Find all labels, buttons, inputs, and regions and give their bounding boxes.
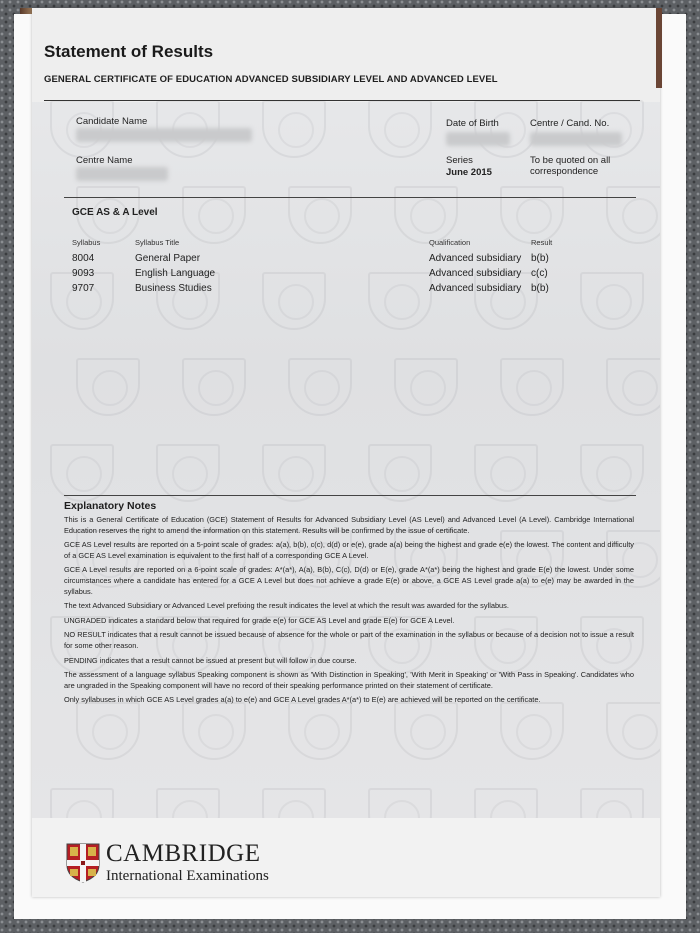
centre-cand-redacted: [530, 132, 622, 146]
candidate-name-label: Candidate Name: [76, 116, 148, 127]
col-header-syllabus: Syllabus: [72, 238, 101, 247]
note-paragraph: The assessment of a language syllabus Speaking component is shown as 'With Distinction in Speaking', 'With Merit in Speaking' or 'With Pass in Speaking'. Candidates who are ungraded in the Speaking component will have no record of their speaking performance printed on their statement of certificate.: [64, 670, 634, 690]
centre-name-redacted: [76, 167, 168, 181]
date-of-birth-label: Date of Birth: [446, 118, 499, 129]
note-paragraph: PENDING indicates that a result cannot be issued at present but will follow in due course.: [64, 655, 357, 665]
watermark-crest-icon: [50, 272, 114, 330]
watermark-crest-icon: [394, 358, 458, 416]
watermark-crest-icon: [500, 358, 564, 416]
document-title: Statement of Results: [44, 42, 214, 61]
watermark-crest-icon: [368, 100, 432, 158]
col-header-title: Syllabus Title: [135, 238, 180, 247]
series-label: Series: [446, 155, 473, 166]
watermark-crest-icon: [580, 272, 644, 330]
watermark-crest-icon: [182, 702, 246, 760]
quote-note: To be quoted on all correspondence: [530, 155, 611, 177]
explanatory-notes: [64, 500, 634, 710]
watermark-crest-icon: [606, 358, 660, 416]
note-paragraph: GCE A Level results are reported on a 6-point scale of grades: A*(a*), A(a), B(b), C(c), D(d) or E(e), grade A*(a*) being the highest and grade E(e) the lowest. Under some circumstances where a candidate has entered for a GCE A Level but does not achieve a grade E(e) or above, a GCE AS Level grade a(a) to e(e) may be awarded in the syllabus.: [64, 565, 634, 596]
series-value: June 2015: [446, 167, 492, 178]
watermark-crest-icon: [606, 186, 660, 244]
watermark-crest-icon: [262, 444, 326, 502]
watermark-crest-icon: [288, 702, 352, 760]
qualification: Advanced subsidiary: [429, 283, 522, 294]
results-section-title: GCE AS & A Level: [72, 207, 158, 218]
cambridge-wordmark: CAMBRIDGE: [106, 840, 261, 867]
watermark-crest-icon: [474, 444, 538, 502]
results-top-rule: [64, 197, 636, 198]
watermark-crest-icon: [182, 186, 246, 244]
watermark-crest-icon: [156, 272, 220, 330]
watermark-crest-icon: [182, 358, 246, 416]
folder-edge-right: [656, 8, 662, 88]
syllabus-code: 9707: [72, 283, 95, 294]
date-of-birth-redacted: [446, 132, 510, 146]
centre-cand-label: Centre / Cand. No.: [530, 118, 610, 129]
notes-title: Explanatory Notes: [64, 500, 157, 512]
watermark-crest-icon: [394, 702, 458, 760]
watermark-crest-icon: [606, 702, 660, 760]
watermark-crest-icon: [76, 358, 140, 416]
syllabus-code: 9093: [72, 268, 95, 279]
document-subtitle: GENERAL CERTIFICATE OF EDUCATION ADVANCED SUBSIDIARY LEVEL AND ADVANCED LEVEL: [44, 74, 498, 85]
watermark-crest-icon: [288, 186, 352, 244]
watermark-crest-icon: [580, 100, 644, 158]
cambridge-crest-icon: [66, 843, 100, 883]
note-paragraph: The text Advanced Subsidiary or Advanced Level prefixing the result indicates the level at which the result was awarded for the syllabus.: [64, 601, 509, 611]
syllabus-code: 8004: [72, 253, 95, 264]
watermark-crest-icon: [368, 444, 432, 502]
watermark-crest-icon: [580, 444, 644, 502]
qualification: Advanced subsidiary: [429, 253, 522, 264]
watermark-crest-icon: [500, 702, 564, 760]
watermark-crest-icon: [262, 272, 326, 330]
watermark-crest-icon: [288, 358, 352, 416]
header-rule: [44, 100, 640, 101]
watermark-crest-icon: [156, 444, 220, 502]
watermark-crest-icon: [76, 702, 140, 760]
note-paragraph: NO RESULT indicates that a result cannot be issued because of absence for the whole or part of the examination in the syllabus or because of a decision not to issue a result for some other reason.: [64, 630, 634, 650]
candidate-name-redacted: [76, 128, 252, 142]
syllabus-title: English Language: [135, 268, 216, 279]
watermark-crest-icon: [368, 272, 432, 330]
note-paragraph: Only syllabuses in which GCE AS Level grades a(a) to e(e) and GCE A Level grades A*(a*) to E(e) are achieved will be reported on the certificate.: [64, 695, 541, 705]
watermark-crest-icon: [500, 186, 564, 244]
note-paragraph: This is a General Certificate of Education (GCE) Statement of Results for Advanced Subsidiary Level (AS Level) and Advanced Level (A Level). Cambridge International Education reserves the right to amend the information on this statement. Results will be confirmed by the issue of certificate.: [64, 515, 634, 535]
result: b(b): [531, 283, 549, 294]
result: b(b): [531, 253, 549, 264]
note-paragraph: UNGRADED indicates a standard below that required for grade e(e) for GCE AS Level and grade E(e) for GCE A Level.: [64, 615, 455, 625]
centre-name-label: Centre Name: [76, 155, 133, 166]
watermark-crest-icon: [394, 186, 458, 244]
watermark-crest-icon: [262, 100, 326, 158]
col-header-result: Result: [531, 238, 553, 247]
notes-top-rule: [64, 495, 636, 496]
watermark-crest-icon: [474, 272, 538, 330]
qualification: Advanced subsidiary: [429, 268, 522, 279]
col-header-qualification: Qualification: [429, 238, 471, 247]
cambridge-subtitle: International Examinations: [106, 868, 269, 884]
syllabus-title: General Paper: [135, 253, 201, 264]
result: c(c): [531, 268, 548, 279]
watermark-crest-icon: [474, 100, 538, 158]
syllabus-title: Business Studies: [135, 283, 212, 294]
note-paragraph: GCE AS Level results are reported on a 5-point scale of grades: a(a), b(b), c(c), d(d) or e(e), grade a(a) being the highest and grade e(e) the lowest. The content and difficulty of a GCE AS Level examination is equivalent to the first half of a corresponding GCE A Level.: [64, 540, 634, 560]
watermark-crest-icon: [50, 444, 114, 502]
